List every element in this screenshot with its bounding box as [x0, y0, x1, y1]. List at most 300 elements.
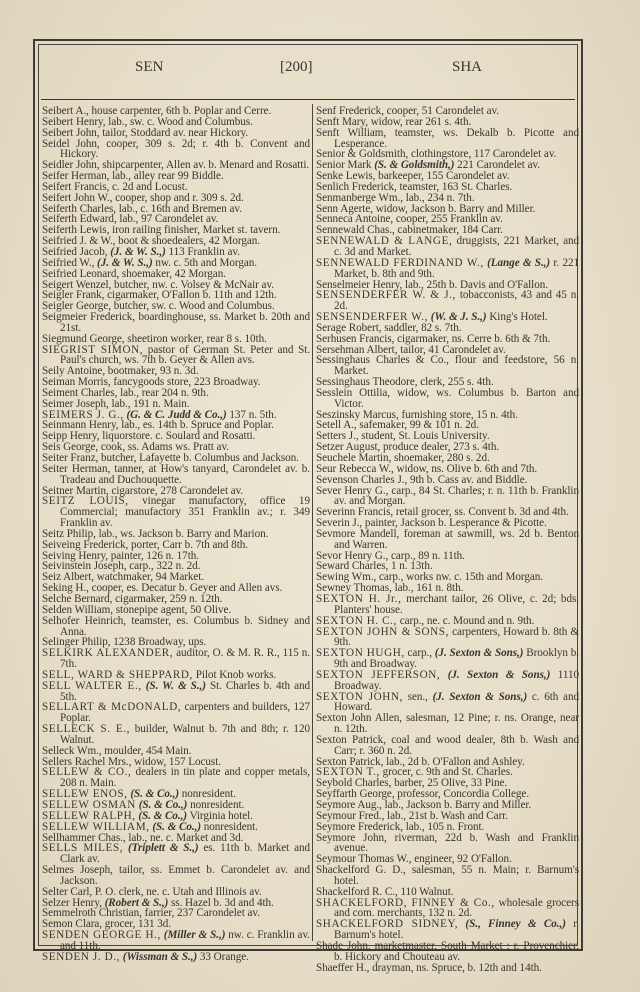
entry-details: lab., 25th b. Davis and O'Fallon.	[402, 278, 548, 291]
entry-name: Sessinghaus Theodore,	[316, 376, 418, 389]
entry-details: nw. c. Franklin av. and 11th.	[60, 929, 310, 952]
directory-entry	[42, 865, 310, 887]
header-rule	[41, 99, 575, 100]
directory-entry	[316, 128, 579, 150]
entry-name: Seibert Henry,	[42, 115, 106, 128]
entry-name: Seifried J. & W.,	[42, 235, 116, 248]
entry-name: Seiveing Frederick,	[42, 538, 129, 551]
entry-name: Seigler Frank,	[42, 289, 105, 302]
entry-details: salesman, 55 n. Main; r. Barnum's hotel.	[334, 864, 579, 887]
entry-details: bootmaker, 93 n. 3d.	[105, 365, 199, 378]
entry-name: Shackelford R. C.,	[316, 885, 398, 898]
entry-details: student, St. Louis University.	[358, 430, 490, 443]
entry-details: Virginia hotel.	[187, 809, 253, 822]
entry-details: stonepipe agent, 50 Olive.	[113, 603, 232, 616]
entry-name: Seibert A.,	[42, 105, 89, 117]
entry-name: Severinn Francis,	[316, 506, 394, 519]
entry-details: safemaker, 99 & 101 n. 2d.	[356, 419, 479, 432]
entry-name: Senft William,	[316, 126, 387, 139]
entry-firm: (J. Sexton & Sons,)	[440, 668, 551, 681]
entry-details: vinegar manufactory, office 19 Commercial; manufactory 351 Franklin av.; r. 349 Franklin av.	[60, 495, 310, 530]
entry-name: Senior & Goldsmith,	[316, 148, 409, 161]
entry-name: Selinger Philip,	[42, 636, 111, 649]
entry-details: 33 Orange.	[197, 950, 249, 963]
entry-name: Seiferth Edward,	[42, 213, 117, 226]
entry-name: Senmanberge Wm.,	[316, 191, 403, 204]
entry-name: Seipp Henry,	[42, 430, 100, 443]
entry-name: Seiman Morris,	[42, 376, 111, 389]
entry-name: Seily Antoine,	[42, 365, 106, 378]
entry-details: boardinghouse, ss. Market b. 20th and 21st.	[60, 311, 310, 334]
entry-details: cigarmaker, ns. Cerre b. 6th & 7th.	[394, 332, 551, 345]
directory-entry	[42, 930, 310, 952]
entry-name: SEIMERS J. G.,	[42, 408, 124, 421]
entry-details: Brooklyn b. 9th and Broadway.	[334, 647, 579, 671]
directory-entry	[316, 648, 579, 670]
entry-name: Sesslein Ottilia,	[316, 386, 391, 399]
entry-details: 9th b. Cass av. and Biddle.	[407, 473, 528, 486]
entry-name: SEXTON H. Jr.,	[316, 592, 402, 605]
entry-details: lab., 234 n. 7th.	[402, 191, 475, 204]
entry-details: shoemaker, 280 s. 2d.	[391, 452, 490, 464]
entry-details: 221 Carondelet av.	[454, 159, 541, 172]
directory-entry	[316, 941, 579, 963]
entry-name: SHACKELFORD, FINNEY & Co.,	[316, 896, 495, 909]
entry-name: Seybold Charles,	[316, 777, 392, 790]
entry-name: Seiter Herman,	[42, 462, 111, 475]
left-guide-word: SEN	[135, 59, 164, 75]
entry-name: Senselmeier Henry,	[316, 278, 403, 291]
entry-name: Sennewald Chas.,	[316, 224, 395, 237]
entry-name: Seifried W.,	[42, 256, 95, 269]
entry-name: Seur Rebecca W.,	[316, 462, 394, 475]
entry-name: SEXTON JOHN,	[316, 690, 403, 703]
entry-details: moulder, 454 Main.	[101, 744, 192, 757]
entry-name: Shaeffer H.,	[316, 961, 370, 974]
entry-details: nonresident.	[179, 788, 236, 801]
entry-details: dealers in tin plate and copper metals, 208 n. Main.	[60, 766, 310, 790]
entry-name: Seymour Thomas W.,	[316, 853, 412, 866]
entry-details: lab., 161 n. 8th.	[391, 582, 464, 595]
entry-details: produce dealer, 273 s. 4th.	[380, 441, 500, 454]
entry-details: painter, 126 n. 17th.	[108, 549, 199, 562]
directory-entry	[316, 388, 579, 410]
entry-name: Senlich Frederick,	[316, 180, 397, 193]
entry-details: cooper, 309 s. 2d; r. 4th b. Convent and Hickory.	[60, 137, 310, 161]
entry-name: SELLEW ENOS,	[42, 788, 128, 801]
entry-name: SELLEW & CO.,	[42, 766, 132, 779]
entry-details: cooper, shop and r. 309 s. 2d.	[112, 191, 244, 204]
entry-name: Seidler John,	[42, 159, 100, 172]
entry-firm: (Robert & S.,)	[101, 896, 169, 909]
entry-firm: (Wissman & S.,)	[120, 950, 198, 963]
directory-entry	[42, 616, 310, 638]
entry-firm: (S. & Co.,)	[135, 799, 188, 811]
entry-details: cigarstore, 278 Carondelet av.	[108, 484, 244, 497]
entry-name: SENDEN J. D.,	[42, 950, 121, 963]
directory-entry	[42, 312, 310, 334]
entry-name: Seitner Martin,	[42, 484, 109, 497]
entry-name: Selter Carl,	[42, 885, 93, 898]
entry-details: carp., 84 St. Charles; r. n. 11th b. Franklin av. and Morgan.	[334, 484, 579, 508]
entry-name: Sexton John Allen,	[316, 712, 403, 725]
entry-details: carp., 89 n. 11th.	[388, 549, 465, 562]
directory-entry	[316, 865, 579, 887]
entry-firm: (Triplett & S.,)	[123, 842, 199, 855]
entry-details: King's Hotel.	[486, 311, 548, 324]
entry-details: ss. Hazel b. 3d and 4th.	[168, 896, 274, 909]
directory-entry	[42, 952, 310, 963]
entry-details: widow, ws. Columbus b. Barton and Victor.	[334, 386, 579, 410]
entry-details: Pilot Knob works.	[192, 668, 277, 681]
entry-name: Sexton Patrick,	[316, 755, 384, 768]
entry-name: SELLEW OSMAN	[42, 799, 136, 811]
entry-name: SEXTON H. C.,	[316, 614, 397, 627]
entry-name: Seyffarth George,	[316, 788, 395, 801]
entry-name: Senior Mark	[316, 159, 372, 172]
entry-name: Seis George,	[42, 441, 99, 454]
entry-name: Seymore Frederick,	[316, 820, 403, 833]
entry-name: Seidel John,	[42, 137, 100, 150]
entry-name: Shackelford G. D.,	[316, 864, 406, 877]
entry-details: grocer, c. 9th and St. Charles.	[379, 766, 513, 779]
entry-name: SELLS MILES,	[42, 842, 124, 855]
entry-details: tailor, ss. Emmet b. Carondelet av. and Jackson.	[60, 864, 310, 887]
entry-details: carpenters, Howard b. 8th & 9th.	[334, 625, 579, 649]
entry-details: painter, Jackson b. Lesperance & Picotte.	[362, 517, 547, 530]
entry-firm: (G. & C. Judd & Co.,)	[123, 408, 227, 421]
entry-name: Siegmund George,	[42, 332, 125, 345]
right-guide-word: SHA	[452, 59, 483, 75]
entry-name: Selche Bernard,	[42, 592, 113, 605]
entry-details: carp., ne. c. Mound and n. 9th.	[396, 614, 535, 627]
entry-details: butcher, Lafayette b. Columbus and Jackson.	[98, 452, 299, 464]
entry-firm: (S. & Co.,)	[149, 820, 202, 833]
directory-entry	[42, 681, 310, 703]
entry-name: SENDEN GEORGE H.,	[42, 929, 161, 942]
entry-name: SEXTON JOHN & SONS,	[316, 625, 449, 638]
entry-name: Seszinsky Marcus,	[316, 408, 399, 421]
entry-details: builder, Walnut b. 7th and 8th; r. 120 Walnut.	[60, 723, 310, 746]
entry-name: Sellhammer Chas.,	[42, 831, 126, 844]
entry-name: Seiferth Charles,	[42, 202, 117, 215]
entry-name: Seifried Leonard,	[42, 267, 120, 280]
entry-details: retail grocer, ss. Convent b. 3d and 4th.	[393, 506, 569, 519]
directory-entry	[316, 355, 579, 377]
directory-entry	[316, 919, 579, 941]
entry-details: teamster, 163 St. Charles.	[396, 180, 513, 193]
entry-firm: (J. & W. S.,)	[107, 245, 166, 258]
entry-name: Setters J.,	[316, 430, 359, 443]
entry-details: c. 6th and Howard.	[334, 690, 579, 714]
entry-name: Seigler George,	[42, 300, 111, 313]
entry-details: barber, 25 Olive, 33 Pine.	[391, 777, 508, 790]
entry-name: Seigert Wenzel,	[42, 278, 112, 291]
entry-firm: (Lange & S.,)	[483, 256, 551, 269]
entry-details: 1 n. 13th.	[388, 560, 433, 573]
entry-details: cooper, es. Decatur b. Geyer and Allen avs.	[88, 582, 283, 595]
entry-name: SENNEWALD & LANGE,	[316, 235, 453, 248]
entry-name: Sexton Patrick,	[316, 733, 386, 746]
entry-firm: (S., Finney & Co.,)	[458, 918, 566, 931]
directory-entry	[42, 345, 310, 367]
entry-name: SENNEWALD FERDINAND W.,	[316, 256, 484, 269]
entry-details: 110 Walnut.	[397, 885, 454, 898]
directory-entry	[42, 139, 310, 161]
entry-details: marketmaster, South Market ; r. Provenchier, b. Hickory and Chouteau av.	[334, 939, 579, 963]
entry-firm: (S. W. & S.,)	[141, 679, 206, 692]
entry-details: lab., ws. Jackson b. Barry and Marion.	[95, 527, 269, 540]
entry-details: iron railing finisher, Market st. tavern.	[109, 224, 281, 237]
entry-details: boot & shoedealers, 42 Morgan.	[115, 235, 261, 248]
directory-entry	[316, 670, 579, 692]
entry-details: carp.,	[404, 647, 432, 660]
entry-details: carp., 322 n. 2d.	[126, 560, 201, 573]
column-divider	[312, 104, 313, 941]
entry-name: Severin J.,	[316, 517, 363, 530]
entry-name: Sersehman Albert,	[316, 343, 398, 356]
directory-entry	[316, 258, 579, 280]
entry-name: Setzer August,	[316, 441, 381, 454]
entry-details: butcher, sw. c. Wood and Columbus.	[110, 300, 275, 313]
entry-details: St. Charles b. 4th and 5th.	[60, 679, 311, 703]
entry-name: SEXTON HUGH,	[316, 647, 405, 660]
directory-entry	[42, 843, 310, 865]
entry-firm: (J. & W. S.,)	[94, 256, 153, 269]
entry-details: farrier, 237 Carondelet av.	[141, 907, 260, 920]
left-column	[42, 106, 310, 963]
directory-entry	[316, 529, 579, 551]
entry-details: 1238 Broadway, ups.	[110, 636, 207, 649]
entry-details: engineer, 92 O'Fallon.	[411, 853, 512, 866]
entry-details: r. Barnum's hotel.	[334, 918, 579, 942]
entry-details: tanner, at How's tanyard, Carondelet av. b. Tradeau and Duchouquette.	[60, 462, 310, 486]
entry-name: Sellers Rachel Mrs.,	[42, 755, 132, 768]
entry-name: SEITZ LOUIS,	[42, 495, 129, 508]
running-header	[35, 41, 581, 75]
entry-name: Sewney Thomas,	[316, 582, 392, 595]
entry-details: lab., rear 204 n. 9th.	[117, 386, 209, 399]
entry-firm: (Miller & S.,)	[160, 929, 226, 942]
entry-details: furnishing store, 15 n. 4th.	[398, 408, 518, 421]
entry-name: Seibert John,	[42, 126, 100, 139]
entry-name: Seward Charles,	[316, 560, 389, 573]
entry-name: SEXTON T.,	[316, 766, 380, 779]
entry-name: SELLEW RALPH,	[42, 809, 136, 822]
entry-firm: (S. & Co.,)	[135, 809, 188, 822]
entry-details: sheetiron worker, rear 8 s. 10th.	[124, 332, 267, 345]
directory-entry	[316, 833, 579, 855]
entry-details: liquorstore. c. Soulard and Rosatti.	[99, 430, 256, 443]
entry-details: lab., 191 n. Main.	[108, 397, 190, 410]
entry-details: professor, Concordia College.	[394, 788, 530, 801]
entry-name: Selzer Henry,	[42, 896, 102, 909]
entry-name: Seymore Aug.,	[316, 799, 382, 811]
directory-entry	[42, 496, 310, 529]
entry-details: carpenters and builders, 127 Poplar.	[60, 701, 311, 725]
entry-name: Sewing Wm.,	[316, 571, 377, 584]
entry-name: Serhusen Francis,	[316, 332, 395, 345]
entry-details: nonresident.	[187, 799, 245, 811]
page-border	[33, 39, 583, 974]
entry-details: auditor, O. & M. R. R., 115 n. 7th.	[60, 647, 310, 671]
entry-name: Seinmann Henry,	[42, 419, 119, 432]
directory-entry	[42, 767, 310, 789]
directory-entry	[316, 898, 579, 920]
entry-name: Selleck Wm.,	[42, 744, 102, 757]
entry-details: widow, rear 261 s. 4th.	[367, 115, 472, 128]
entry-details: shipcarpenter, Allen av. b. Menard and Rosatti.	[99, 159, 310, 172]
entry-details: fancygoods store, 223 Broadway.	[110, 376, 261, 389]
entry-details: lab., 97 Carondelet av.	[116, 213, 219, 226]
entry-details: lab., ne. c. Market and 3d.	[125, 831, 244, 844]
entry-name: Sever Henry G.,	[316, 484, 389, 497]
right-column	[316, 106, 579, 974]
entry-name: Seifried Jacob,	[42, 245, 108, 258]
entry-name: Seifert Francis,	[42, 180, 110, 193]
entry-details: cooper, 255 Franklin av.	[393, 213, 503, 226]
entry-name: Seivinstein Joseph,	[42, 560, 127, 573]
entry-name: Seuchele Martin,	[316, 452, 392, 464]
entry-details: nw. c. 5th and Morgan.	[152, 256, 257, 269]
entry-name: Seiter Franz,	[42, 452, 99, 464]
entry-details: tailor, 41 Carondelet av.	[397, 343, 506, 356]
entry-name: Semon Clara,	[42, 918, 103, 931]
entry-name: SELLART & McDONALD,	[42, 701, 182, 714]
entry-name: Sevor Henry G.,	[316, 549, 389, 562]
entry-details: widow, ns. Olive b. 6th and 7th.	[393, 462, 538, 475]
entry-details: wholesale grocers and com. merchants, 132 n. 2d.	[334, 896, 579, 920]
entry-details: drayman, ns. Spruce, b. 12th and 14th.	[369, 961, 542, 974]
entry-details: cook, ss. Adams ws. Pratt av.	[98, 441, 229, 454]
entry-name: Senke Lewis,	[316, 170, 376, 183]
entry-name: SELLEW WILLIAM,	[42, 820, 150, 833]
entry-name: Semmelroth Christian,	[42, 907, 142, 920]
entry-details: teamster, ws. Dekalb b. Picotte and Lesperance.	[334, 126, 579, 150]
entry-details: foreman at sawmill, ws. 2d b. Benton and Warren.	[334, 527, 580, 551]
entry-name: Sevenson Charles J.,	[316, 473, 408, 486]
entry-details: shoemaker, 42 Morgan.	[119, 267, 226, 280]
directory-entry	[316, 594, 579, 616]
entry-name: Seymour Fred.,	[316, 809, 385, 822]
entry-name: Seymore John,	[316, 831, 387, 844]
entry-details: cigarmaker, O'Fallon b. 11th and 12th.	[104, 289, 277, 302]
entry-details: lab., Jackson b. Barry and Miller.	[381, 799, 532, 811]
entry-name: Seiz Albert,	[42, 571, 94, 584]
entry-name: Selmes Joseph,	[42, 864, 113, 877]
entry-name: SELL WALTER E.,	[42, 679, 142, 692]
entry-details: cabinetmaker, 184 Carr.	[394, 224, 503, 237]
entry-details: cigarmaker, 259 n. 12th.	[112, 592, 223, 605]
entry-details: riverman, 22d b. Wash and Franklin avenue.	[334, 831, 579, 855]
entry-details: c. 2d and Locust.	[109, 180, 188, 193]
entry-details: porter, Carr b. 7th and 8th.	[128, 538, 248, 551]
entry-name: Senf Frederick,	[316, 105, 384, 117]
entry-name: Selden William,	[42, 603, 114, 616]
directory-entry	[316, 290, 579, 312]
entry-details: watchmaker, 94 Market.	[94, 571, 205, 584]
entry-name: Seifert John W.,	[42, 191, 113, 204]
page-number: [200]	[280, 59, 313, 75]
entry-details: lab., alley rear 99 Biddle.	[109, 170, 224, 183]
entry-details: lab., 105 n. Front.	[402, 820, 485, 833]
entry-firm: (S. & Goldsmith,)	[371, 159, 455, 172]
entry-details: nonresident.	[201, 820, 258, 833]
directory-entry	[316, 627, 579, 649]
entry-name: SIEGRIST SIMON,	[42, 343, 144, 356]
entry-details: lab., es. 14th b. Spruce and Poplar.	[118, 419, 274, 432]
directory-entry	[316, 486, 579, 508]
entry-firm: (J. Sexton & Sons,)	[427, 690, 528, 703]
entry-name: Seiving Henry,	[42, 549, 109, 562]
entry-details: es. 11th b. Market and Clark av.	[60, 842, 311, 866]
entry-details: barkeeper, 155 Carondelet av.	[375, 170, 510, 183]
entry-details: clothingstore, 117 Carondelet av.	[408, 148, 557, 161]
directory-entry	[316, 735, 579, 757]
entry-details: carp., works nw. c. 15th and Morgan.	[376, 571, 543, 584]
entry-details: pastor of German St. Peter and St. Paul's church, ws. 7th b. Geyer & Allen avs.	[60, 343, 311, 367]
entry-details: 113 Franklin av.	[165, 245, 240, 258]
entry-details: widow, 157 Locust.	[131, 755, 221, 768]
entry-name: Senn Agerte,	[316, 202, 373, 215]
entry-details: cooper, 51 Carondelet av.	[383, 105, 500, 117]
entry-details: widow, Jackson b. Barry and Miller.	[372, 202, 536, 215]
entry-details: saddler, 82 s. 7th.	[381, 321, 462, 334]
entry-name: Seitz Philip,	[42, 527, 96, 540]
entry-name: Senneca Antoine,	[316, 213, 394, 226]
entry-details: lab., 21st b. Wash and Carr.	[384, 809, 509, 822]
entry-name: SELLECK S. E.,	[42, 723, 131, 736]
entry-name: Serage Robert,	[316, 321, 382, 334]
entry-details: coal and wood dealer, 8th b. Wash and Carr; r. 360 n. 2d.	[334, 733, 580, 757]
entry-name: Sessinghaus Charles & Co.,	[316, 354, 449, 367]
entry-details: sen.,	[402, 690, 428, 703]
entry-name: SENSENDERFER W. & J.,	[316, 289, 456, 302]
entry-firm: (S. & Co.,)	[127, 788, 179, 801]
entry-name: SELL, WARD & SHEPPARD,	[42, 668, 193, 681]
directory-entry	[42, 702, 310, 724]
entry-details: tobacconists, 43 and 45 n. 2d.	[334, 289, 579, 313]
entry-details: teamster, es. Columbus b. Sidney and Anna.	[60, 614, 311, 638]
entry-details: lab., sw. c. Wood and Columbus.	[105, 115, 253, 128]
entry-details: clerk, 255 s. 4th.	[417, 376, 494, 389]
entry-details: butcher, nw. c. Volsey & McNair av.	[111, 278, 274, 291]
entry-name: SELKIRK ALEXANDER,	[42, 647, 174, 660]
entry-name: Seiferth Lewis,	[42, 224, 110, 237]
entry-name: Senft Mary,	[316, 115, 368, 128]
entry-details: merchant tailor, 26 Olive, c. 2d; bds. Planters' house.	[334, 592, 579, 616]
entry-details: grocer, 131 3d.	[102, 918, 172, 931]
directory-entry	[42, 724, 310, 746]
entry-details: flour and feedstore, 56 n. Market.	[334, 354, 579, 378]
entry-name: Seiment Charles,	[42, 386, 118, 399]
entry-name: Seimer Joseph,	[42, 397, 109, 410]
entry-details: r. 221 Market, b. 8th and 9th.	[334, 256, 580, 280]
entry-details: lab., 2d b. O'Fallon and Ashley.	[383, 755, 525, 768]
entry-name: Seigmeier Frederick,	[42, 311, 136, 324]
entry-details: lab., c. 16th and Bremen av.	[116, 202, 242, 215]
entry-details: house carpenter, 6th b. Poplar and Cerre.	[88, 105, 272, 117]
entry-name: SEXTON JEFFERSON,	[316, 668, 441, 681]
directory-entry	[316, 713, 579, 735]
entry-firm: (W. & J. S.,)	[428, 311, 487, 324]
entry-details: 137 n. 5th.	[226, 408, 277, 421]
entry-name: SHACKELFORD SIDNEY,	[316, 918, 459, 931]
entry-firm: (J. Sexton & Sons,)	[431, 647, 524, 660]
directory-entry	[42, 648, 310, 670]
entry-name: SENSENDERFER W.,	[316, 311, 429, 324]
entry-details: druggists, 221 Market, and c. 3d and Market.	[334, 235, 580, 258]
